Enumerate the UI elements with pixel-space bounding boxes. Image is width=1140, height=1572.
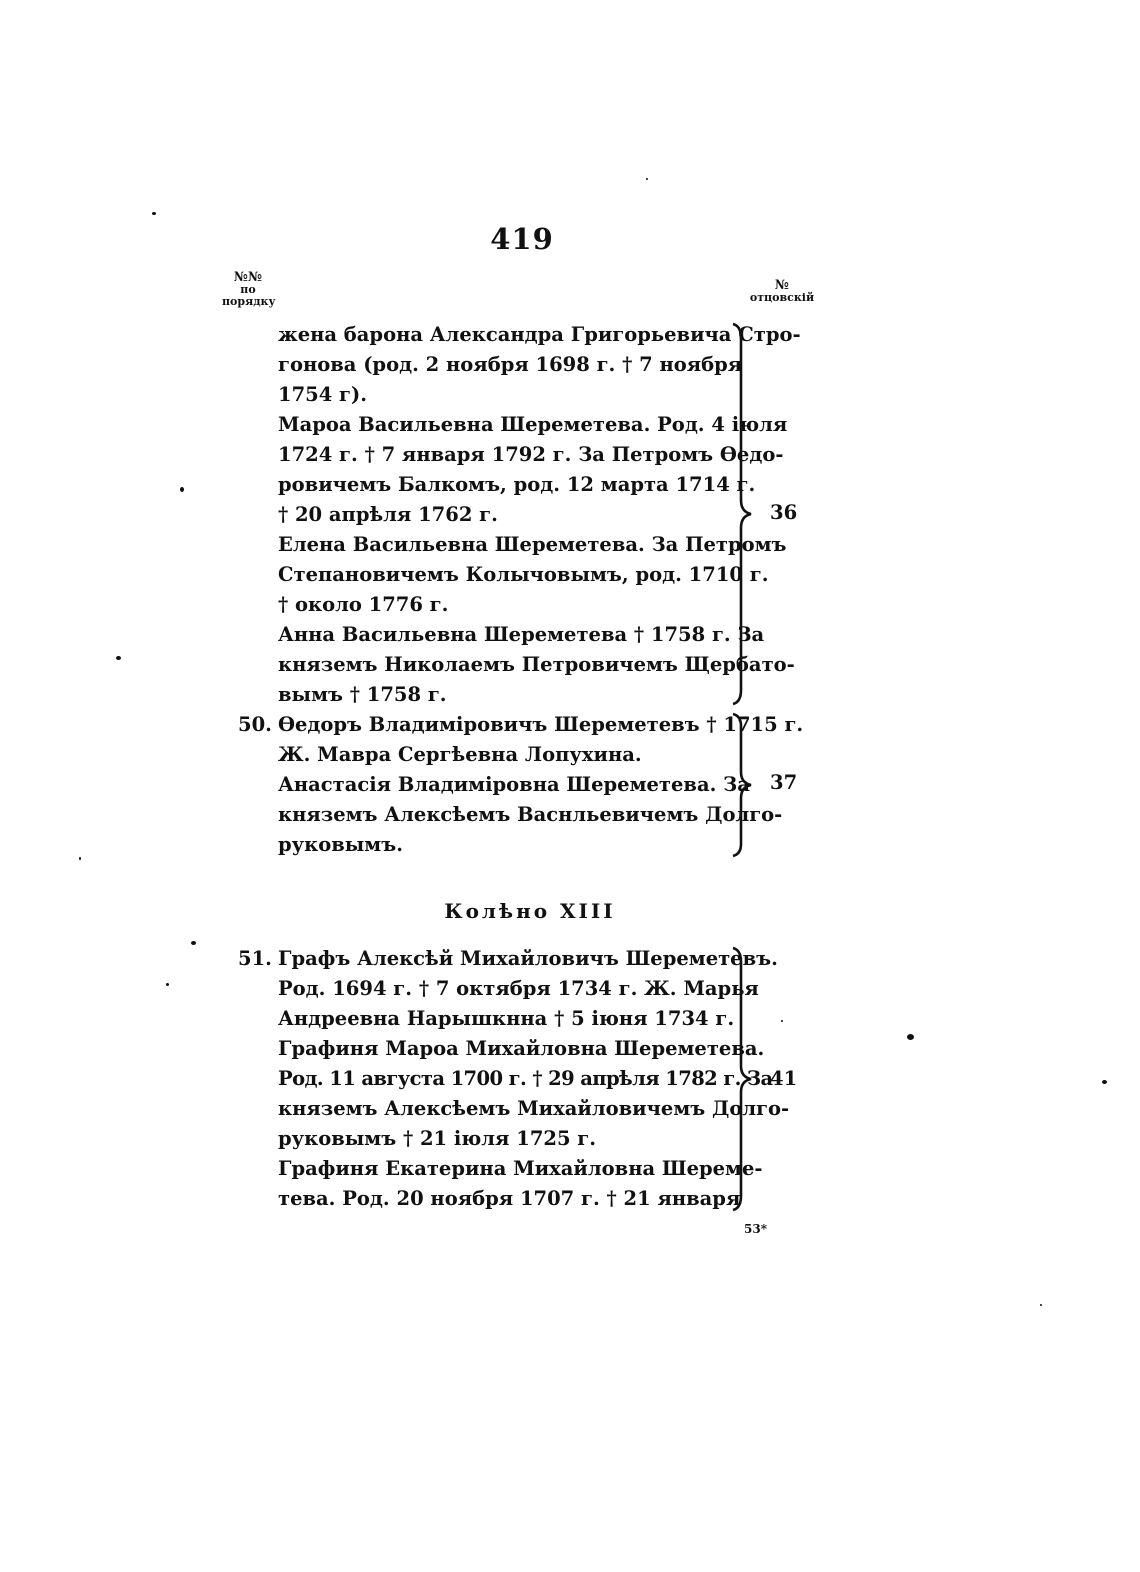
father-number-column-header [744,280,820,304]
text-line: княземъ Николаемъ Петровичемъ Щербато- [278,653,795,676]
order-number-column-header [222,272,274,308]
scan-speck [781,1020,783,1022]
order-number-header-line1: по [240,283,256,296]
text-line: Графъ Алексѣй Михайловичъ Шереметевъ. [278,947,778,970]
father-number: 36 [770,501,798,524]
text-line: руковымъ. [278,833,403,856]
scan-speck [152,212,156,215]
text-line: Ж. Мавра Сергѣевна Лопухина. [278,743,642,766]
curly-bracket [731,946,755,1212]
text-line: Андреевна Нарышкнна † 5 іюня 1734 г. [278,1007,735,1030]
scan-speck [1102,1080,1107,1084]
text-line: Өедоръ Владиміровичъ Шереметевъ † 1715 г. [278,713,804,736]
entry-number: 51. [238,947,272,970]
scan-speck [180,487,184,492]
text-line: Род. 11 августа 1700 г. † 29 апрѣля 1782 г. За [278,1067,773,1090]
text-line: Степановичемъ Колычовымъ, род. 1710 г. [278,563,769,586]
order-number-header-line2: порядку [222,295,276,308]
father-number: 41 [770,1067,798,1090]
text-line: жена барона Александра Григорьевича Стро- [278,323,801,346]
father-number-header-line1: отцовскій [749,291,815,304]
text-line: † 20 апрѣля 1762 г. [278,503,498,526]
text-line: Елена Васильевна Шереметева. За Петромъ [278,533,787,556]
text-line: руковымъ † 21 іюля 1725 г. [278,1127,597,1150]
text-line: Род. 1694 г. † 7 октября 1734 г. Ж. Марья [278,977,759,1000]
text-line: Анна Васильевна Шереметева † 1758 г. За [278,623,765,646]
father-number-symbol: № [774,278,790,293]
text-line: † около 1776 г. [278,593,449,616]
scan-speck [166,983,169,986]
text-line: вымъ † 1758 г. [278,683,447,706]
order-number-symbol: №№ [233,270,263,285]
scan-speck [1040,1304,1042,1306]
section-title: Колѣно XIII [444,899,616,923]
text-line: тева. Род. 20 ноября 1707 г. † 21 января [278,1187,741,1210]
curly-bracket [731,712,755,858]
scan-speck [646,178,648,180]
scan-speck [116,656,121,660]
printer-signature: 53* [744,1222,767,1236]
curly-bracket [731,322,755,706]
text-line: ровичемъ Балкомъ, род. 12 марта 1714 г. [278,473,756,496]
page-number: 419 [490,222,554,256]
text-line: гонова (род. 2 ноября 1698 г. † 7 ноября [278,353,743,376]
text-line: Графиня Мароа Михайловна Шереметева. [278,1037,765,1060]
scan-speck [191,941,196,945]
entry-number: 50. [238,713,272,736]
father-number: 37 [770,771,798,794]
text-line: 1754 г). [278,383,368,406]
text-line: Мароа Васильевна Шереметева. Род. 4 іюля [278,413,788,436]
text-line: княземъ Алексѣемъ Михайловичемъ Долго- [278,1097,790,1120]
text-line: Анастасія Владиміровна Шереметева. За [278,773,750,796]
text-line: Графиня Екатерина Михайловна Шереме- [278,1157,763,1180]
scan-speck [907,1034,914,1040]
scan-speck [79,857,81,860]
text-line: 1724 г. † 7 января 1792 г. За Петромъ Өедо- [278,443,784,466]
text-line: княземъ Алексѣемъ Васнльевичемъ Долго- [278,803,783,826]
